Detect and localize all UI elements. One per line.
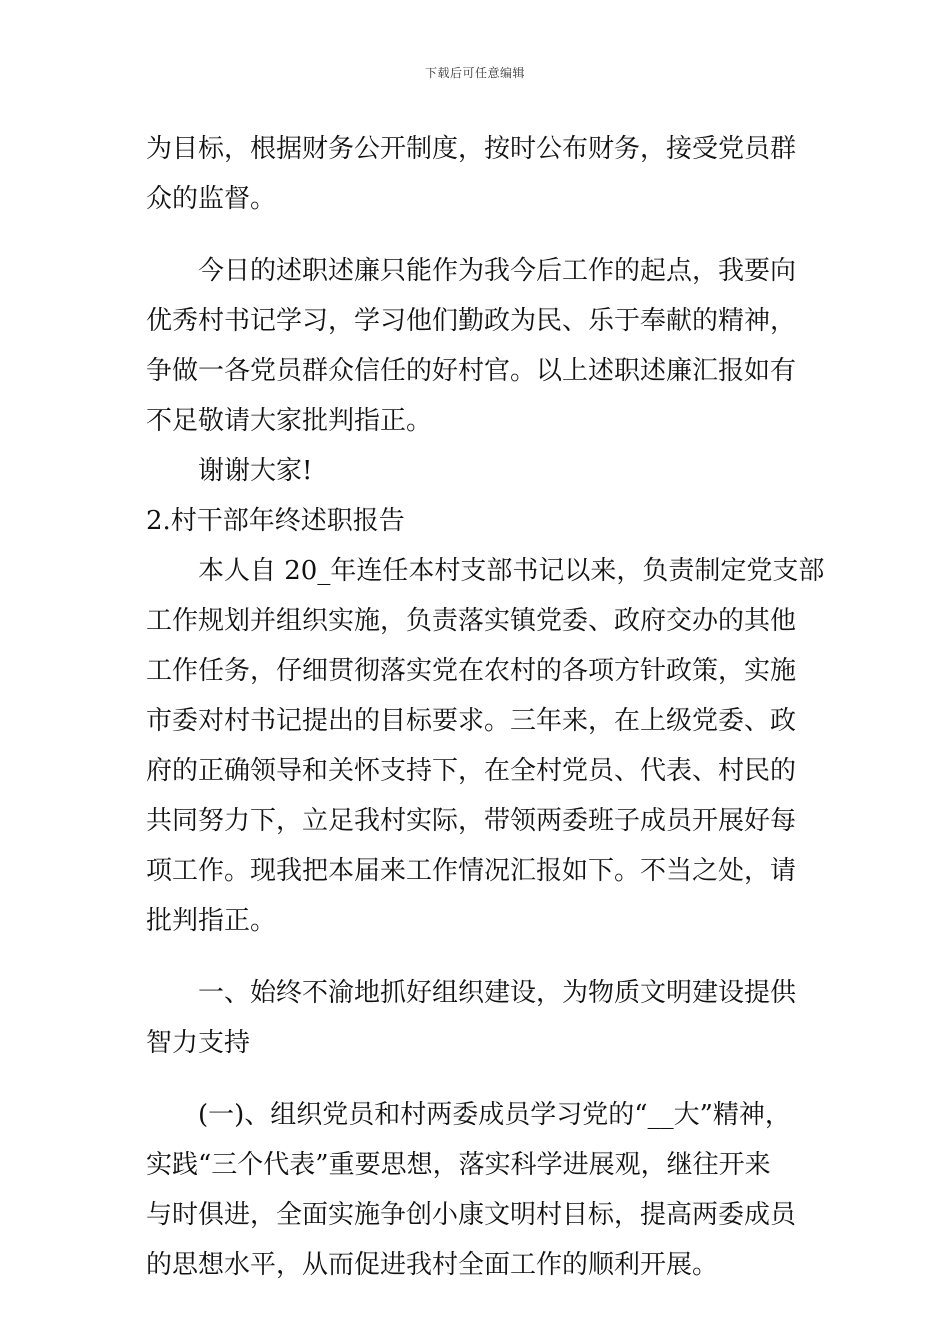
closing-line: 谢谢大家! <box>198 456 313 486</box>
text-line: 共同努力下，立足我村实际，带领两委班子成员开展好每 <box>146 806 797 836</box>
text-line: 府的正确领导和关怀支持下，在全村党员、代表、村民的 <box>146 756 797 786</box>
text-line: 实践“三个代表”重要思想，落实科学进展观，继往开来 <box>146 1150 771 1180</box>
text-line: 为目标，根据财务公开制度，按时公布财务，接受党员群 <box>146 134 797 164</box>
text-line: 智力支持 <box>146 1028 251 1058</box>
section-heading: 2.村干部年终述职报告 <box>146 506 405 536</box>
text-line: 争做一各党员群众信任的好村官。以上述职述廉汇报如有 <box>146 356 797 386</box>
text-line: 与时俱进，全面实施争创小康文明村目标，提高两委成员 <box>146 1200 797 1230</box>
text-line: 工作规划并组织实施，负责落实镇党委、政府交办的其他 <box>146 606 797 636</box>
paragraph-start: (一)、组织党员和村两委成员学习党的“__大”精神， <box>198 1100 791 1130</box>
text-line: 批判指正。 <box>146 906 277 936</box>
text-line: 的思想水平，从而促进我村全面工作的顺利开展。 <box>146 1250 719 1280</box>
subsection-heading: 一、始终不渝地抓好组织建设，为物质文明建设提供 <box>198 978 797 1008</box>
text-line: 市委对村书记提出的目标要求。三年来，在上级党委、政 <box>146 706 797 736</box>
paragraph-start: 本人自 20_年连任本村支部书记以来，负责制定党支部 <box>198 556 825 586</box>
document-body <box>146 124 825 1290</box>
text-line: 不足敬请大家批判指正。 <box>146 406 433 436</box>
page-header: 下载后可任意编辑 <box>424 66 525 80</box>
text-line: 工作任务，仔细贯彻落实党在农村的各项方针政策，实施 <box>146 656 797 686</box>
text-line: 项工作。现我把本届来工作情况汇报如下。不当之处，请 <box>146 856 797 886</box>
paragraph-start: 今日的述职述廉只能作为我今后工作的起点，我要向 <box>198 256 797 286</box>
text-line: 优秀村书记学习，学习他们勤政为民、乐于奉献的精神， <box>146 306 797 336</box>
text-line: 众的监督。 <box>146 184 277 214</box>
